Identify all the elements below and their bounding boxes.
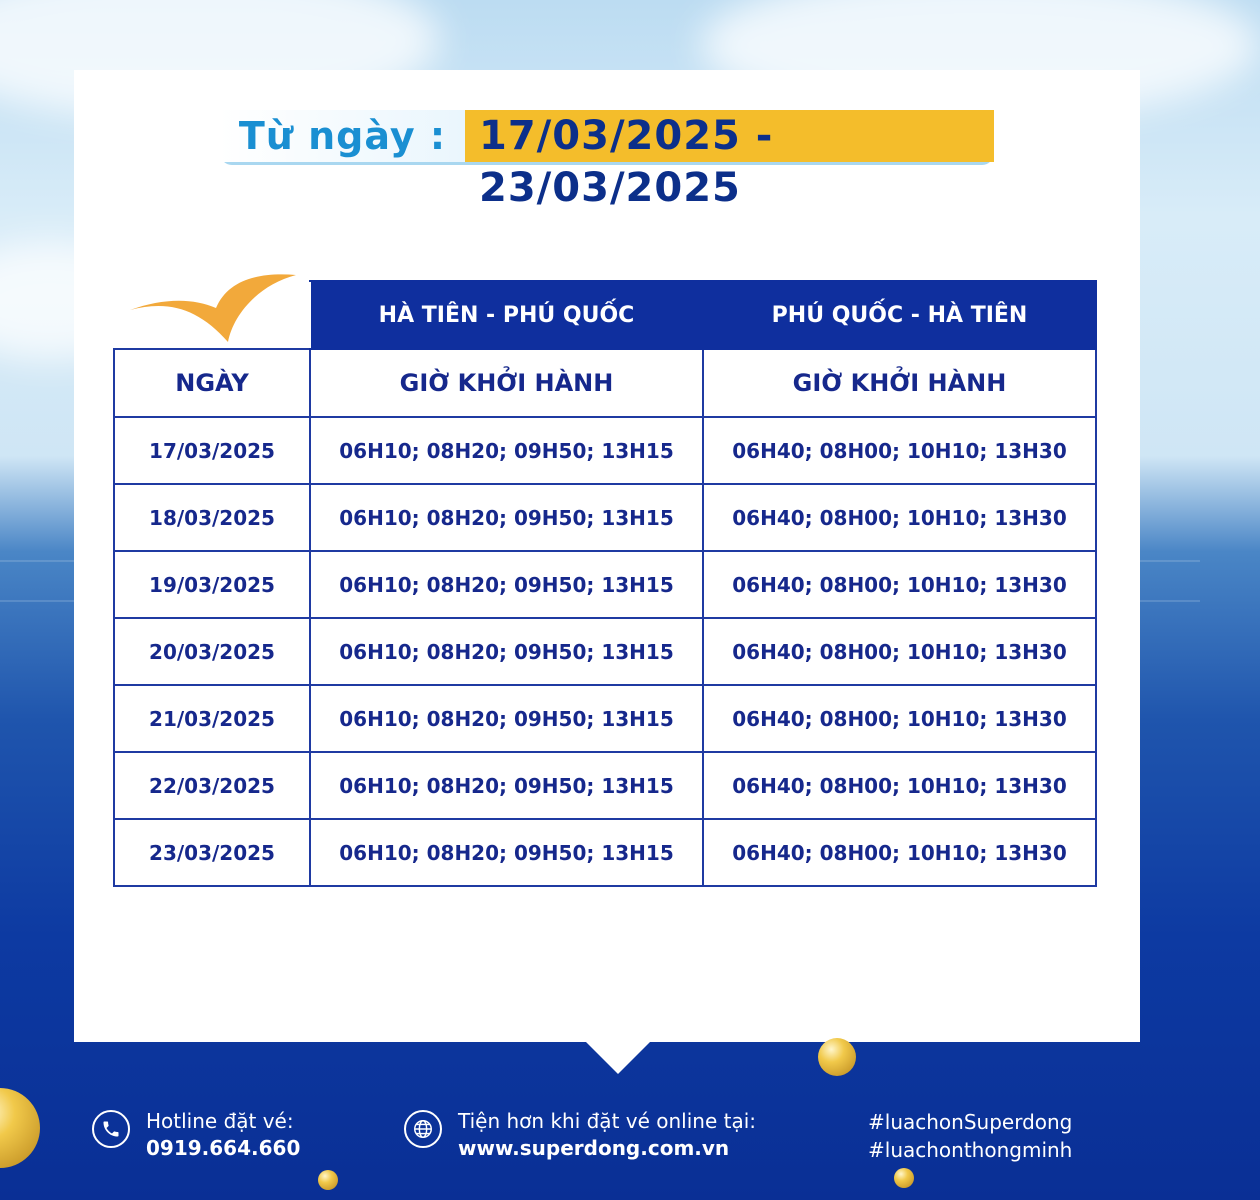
- hashtags: [868, 1108, 1072, 1164]
- hashtag-thongminh: #luachonthongminh: [868, 1138, 1073, 1162]
- card-pointer: [584, 1040, 652, 1074]
- table-route-header-row: [114, 281, 1096, 349]
- table-row: [114, 417, 1096, 484]
- row-outbound-times: 06H10; 08H20; 09H50; 13H15: [310, 752, 703, 819]
- row-return-times: 06H40; 08H00; 10H10; 13H30: [703, 752, 1096, 819]
- globe-icon: [404, 1110, 442, 1148]
- row-outbound-times: 06H10; 08H20; 09H50; 13H15: [310, 417, 703, 484]
- row-return-times: 06H40; 08H00; 10H10; 13H30: [703, 484, 1096, 551]
- departure-time-header-return: GIỜ KHỞI HÀNH: [703, 349, 1096, 417]
- pearl-decoration: [318, 1170, 338, 1190]
- route-header-return: PHÚ QUỐC - HÀ TIÊN: [703, 281, 1096, 349]
- pearl-decoration: [818, 1038, 856, 1076]
- date-range-label: Từ ngày :: [220, 110, 465, 162]
- row-return-times: 06H40; 08H00; 10H10; 13H30: [703, 551, 1096, 618]
- schedule-table: [113, 280, 1097, 887]
- departure-time-header-outbound: GIỜ KHỞI HÀNH: [310, 349, 703, 417]
- row-return-times: 06H40; 08H00; 10H10; 13H30: [703, 685, 1096, 752]
- website-link[interactable]: www.superdong.com.vn: [458, 1136, 730, 1160]
- pearl-decoration: [894, 1168, 914, 1188]
- table-row: [114, 819, 1096, 886]
- table-row: [114, 618, 1096, 685]
- table-row: [114, 551, 1096, 618]
- online-booking-block: [404, 1108, 756, 1162]
- table-corner: [114, 281, 310, 349]
- row-outbound-times: 06H10; 08H20; 09H50; 13H15: [310, 551, 703, 618]
- row-date: 20/03/2025: [114, 618, 310, 685]
- row-outbound-times: 06H10; 08H20; 09H50; 13H15: [310, 685, 703, 752]
- row-date: 19/03/2025: [114, 551, 310, 618]
- hotline-block: [92, 1108, 300, 1162]
- row-outbound-times: 06H10; 08H20; 09H50; 13H15: [310, 484, 703, 551]
- row-return-times: 06H40; 08H00; 10H10; 13H30: [703, 417, 1096, 484]
- route-header-outbound: HÀ TIÊN - PHÚ QUỐC: [310, 281, 703, 349]
- date-range-value: 17/03/2025 - 23/03/2025: [465, 110, 994, 162]
- row-date: 18/03/2025: [114, 484, 310, 551]
- phone-icon: [92, 1110, 130, 1148]
- row-outbound-times: 06H10; 08H20; 09H50; 13H15: [310, 819, 703, 886]
- footer: [0, 1090, 1200, 1170]
- row-outbound-times: 06H10; 08H20; 09H50; 13H15: [310, 618, 703, 685]
- row-return-times: 06H40; 08H00; 10H10; 13H30: [703, 819, 1096, 886]
- hashtag-superdong: #luachonSuperdong: [868, 1110, 1073, 1134]
- row-date: 23/03/2025: [114, 819, 310, 886]
- row-date: 17/03/2025: [114, 417, 310, 484]
- date-column-header: NGÀY: [114, 349, 310, 417]
- hotline-label: Hotline đặt vé:: [146, 1109, 294, 1133]
- row-date: 22/03/2025: [114, 752, 310, 819]
- hotline-number[interactable]: 0919.664.660: [146, 1136, 301, 1160]
- table-subheader-row: [114, 349, 1096, 417]
- table-row: [114, 484, 1096, 551]
- date-range-banner: [220, 110, 994, 211]
- table-row: [114, 752, 1096, 819]
- online-label: Tiện hơn khi đặt vé online tại:: [458, 1109, 757, 1133]
- row-date: 21/03/2025: [114, 685, 310, 752]
- table-row: [114, 685, 1096, 752]
- row-return-times: 06H40; 08H00; 10H10; 13H30: [703, 618, 1096, 685]
